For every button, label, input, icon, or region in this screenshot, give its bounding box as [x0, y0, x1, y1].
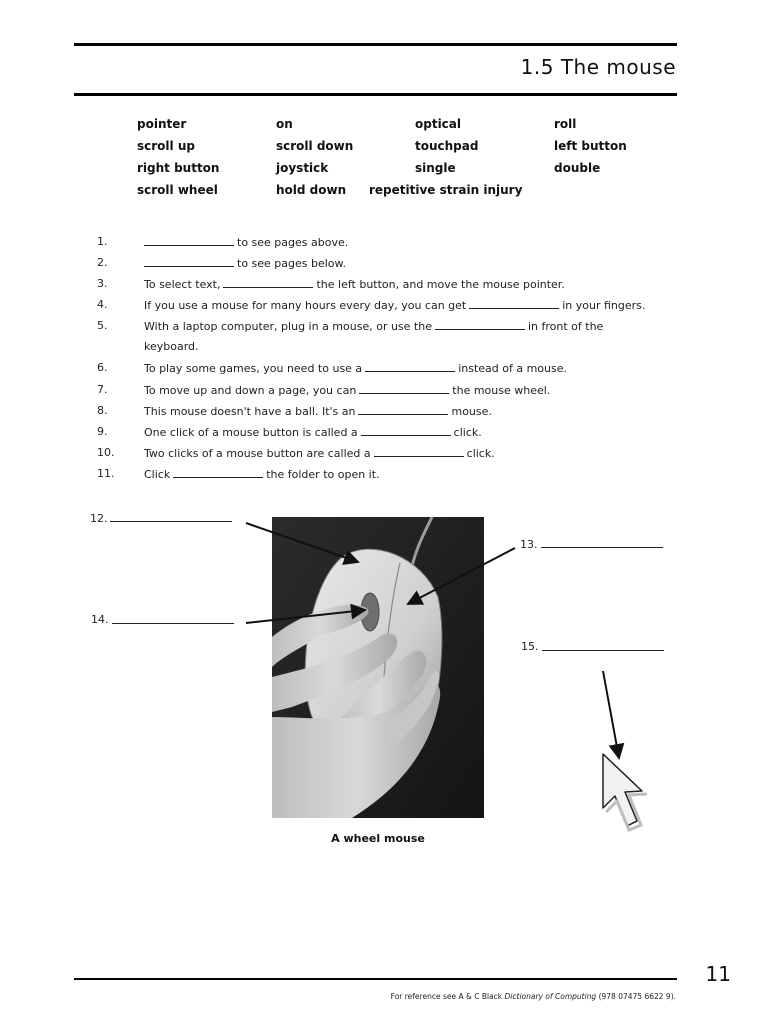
question-text-before: To move up and down a page, you can: [144, 384, 357, 397]
word-bank-item: touchpad: [415, 139, 479, 153]
arrow-15: [603, 671, 619, 758]
answer-blank[interactable]: [223, 277, 313, 288]
word-bank-item: joystick: [276, 161, 329, 175]
question-text: [144, 404, 492, 418]
question-text-before: If you use a mouse for many hours every day, you can get: [144, 299, 467, 312]
footer-reference: [391, 992, 676, 1001]
answer-blank[interactable]: [144, 256, 234, 267]
answer-blank[interactable]: [358, 404, 448, 415]
question-text: [144, 467, 380, 481]
question-number: 1.: [97, 235, 108, 248]
question-text-before: Two clicks of a mouse button are called a: [144, 447, 371, 460]
answer-blank[interactable]: [144, 235, 234, 246]
word-bank-item: scroll wheel: [137, 183, 218, 197]
word-bank-item: roll: [554, 117, 577, 131]
question-text: [144, 446, 495, 460]
footer-rule: [74, 978, 677, 980]
question-text: [144, 298, 645, 312]
page-title: 1.5 The mouse: [520, 55, 676, 79]
question-text-after: click.: [453, 426, 482, 439]
question-text-before: With a laptop computer, plug in a mouse, or use the: [144, 320, 432, 333]
question-text-after: the left button, and move the mouse pointer.: [316, 278, 565, 291]
label-number-13: 13.: [520, 538, 538, 551]
question-text-after: mouse.: [451, 405, 492, 418]
footer-book-title: Dictionary of Computing: [504, 992, 597, 1001]
footer-suffix: (978 07475 6622 9).: [598, 992, 676, 1001]
word-bank-item: optical: [415, 117, 462, 131]
answer-line-15[interactable]: [542, 650, 664, 651]
word-bank-item: double: [554, 161, 601, 175]
answer-blank[interactable]: [359, 383, 449, 394]
word-bank-item: repetitive strain injury: [369, 183, 523, 197]
word-bank-item: hold down: [276, 183, 347, 197]
question-text-after: in front of the: [527, 320, 604, 333]
question-text-after: to see pages above.: [237, 236, 349, 249]
question-text-before: To play some games, you need to use a: [144, 362, 363, 375]
answer-line-14[interactable]: [112, 623, 234, 624]
answer-line-12[interactable]: [110, 521, 232, 522]
question-text-before: Click: [144, 468, 171, 481]
answer-blank[interactable]: [173, 467, 263, 478]
footer-prefix: For reference see A & C Black: [390, 992, 503, 1001]
question-text: [144, 361, 567, 375]
question-text: [144, 383, 550, 397]
question-text-after: to see pages below.: [237, 257, 347, 270]
question-text-before: This mouse doesn't have a ball. It's an: [144, 405, 356, 418]
answer-line-13[interactable]: [541, 547, 663, 548]
question-text-after: the mouse wheel.: [452, 384, 551, 397]
question-text-before: One click of a mouse button is called a: [144, 426, 358, 439]
label-number-12: 12.: [90, 512, 108, 525]
title-rule: [74, 93, 677, 96]
answer-blank[interactable]: [374, 446, 464, 457]
question-text: [144, 277, 565, 291]
question-text-after: in your fingers.: [562, 299, 646, 312]
question-text: [144, 256, 346, 270]
label-number-14: 14.: [91, 613, 109, 626]
cursor-pointer-icon: [603, 754, 642, 826]
question-number: 9.: [97, 425, 108, 438]
question-text: [144, 425, 482, 439]
question-number: 6.: [97, 361, 108, 374]
word-bank-item: on: [276, 117, 293, 131]
question-text-before: To select text,: [144, 278, 221, 291]
question-number: 7.: [97, 383, 108, 396]
label-number-15: 15.: [521, 640, 539, 653]
page-number: 11: [705, 962, 731, 986]
answer-blank[interactable]: [469, 298, 559, 309]
photo-caption: A wheel mouse: [331, 832, 425, 845]
answer-blank[interactable]: [435, 319, 525, 330]
question-number: 3.: [97, 277, 108, 290]
word-bank-item: right button: [137, 161, 220, 175]
word-bank-item: single: [415, 161, 456, 175]
answer-blank[interactable]: [365, 361, 455, 372]
question-number: 2.: [97, 256, 108, 269]
question-number: 8.: [97, 404, 108, 417]
question-text-after: instead of a mouse.: [458, 362, 567, 375]
question-number: 10.: [97, 446, 115, 459]
question-text-before: keyboard.: [144, 340, 199, 353]
question-text: [144, 235, 348, 249]
question-text-after: the folder to open it.: [266, 468, 380, 481]
question-text: [144, 319, 603, 333]
answer-blank[interactable]: [361, 425, 451, 436]
word-bank-item: scroll up: [137, 139, 195, 153]
question-number: 11.: [97, 467, 115, 480]
wheel-mouse-photo: [272, 517, 484, 818]
question-text: [144, 340, 199, 353]
word-bank-item: pointer: [137, 117, 187, 131]
question-number: 5.: [97, 319, 108, 332]
word-bank-item: scroll down: [276, 139, 354, 153]
top-rule: [74, 43, 677, 46]
question-number: 4.: [97, 298, 108, 311]
word-bank-item: left button: [554, 139, 627, 153]
question-text-after: click.: [466, 447, 495, 460]
